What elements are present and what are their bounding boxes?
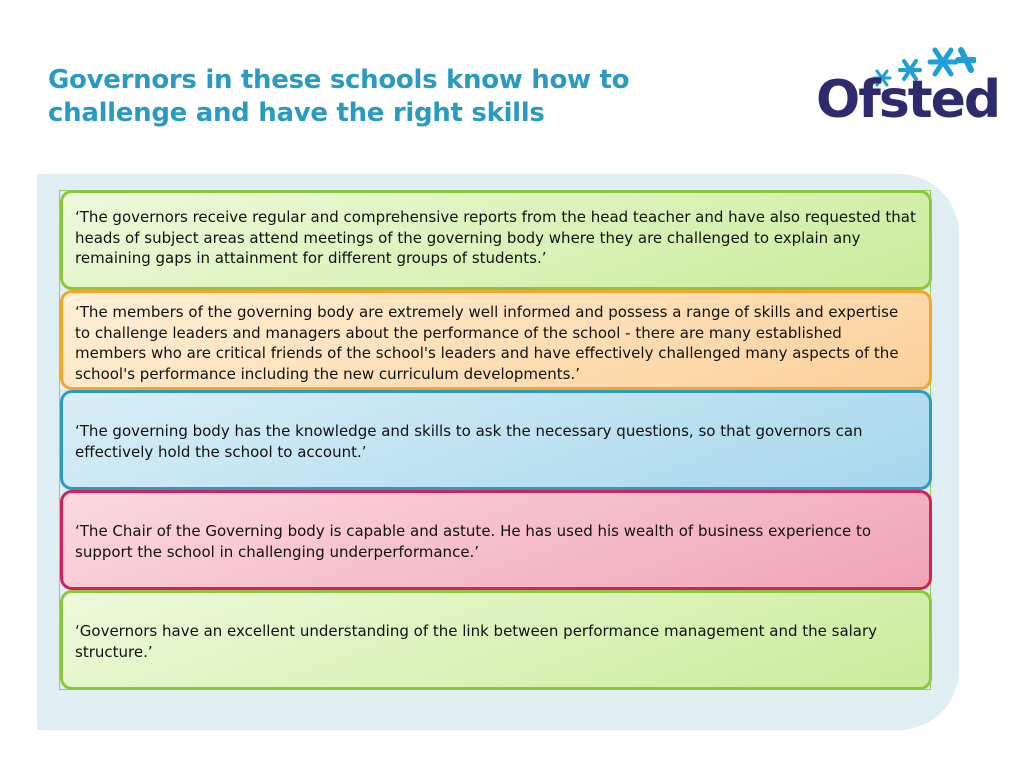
slide-title-line-2: challenge and have the right skills	[48, 98, 545, 128]
quote-box-1	[60, 190, 932, 290]
quote-box-3	[60, 390, 932, 490]
quote-text-5: ‘Governors have an excellent understanding of the link between performance management and the salary structure.’	[75, 622, 878, 661]
quote-text-4: ‘The Chair of the Governing body is capable and astute. He has used his wealth of business experience to support the school in challenging underperformance.’	[75, 522, 872, 561]
quote-text-3: ‘The governing body has the knowledge and skills to ask the necessary questions, so that governors can effectively hold the school to account.’	[75, 422, 863, 461]
slide-title-line-1: Governors in these schools know how to	[48, 65, 630, 95]
quote-box-4	[60, 490, 932, 590]
ofsted-logo	[812, 46, 1000, 136]
ofsted-logo-text: Ofsted	[816, 70, 1000, 130]
quote-text-1: ‘The governors receive regular and comprehensive reports from the head teacher and have also requested that heads of subject areas attend meetings of the governing body where they are challenged to explain any remaining gaps in attainment for different groups of students.’	[75, 208, 916, 267]
quote-box-2	[60, 290, 932, 390]
quote-box-5	[60, 590, 932, 690]
quote-text-2: ‘The members of the governing body are extremely well informed and possess a range of skills and expertise to challenge leaders and managers about the performance of the school - there are many established members who are critical friends of the school's leaders and have effectively challenged many aspects of the school's performance including the new curriculum developments.’	[75, 303, 899, 383]
slide-title	[48, 64, 688, 130]
